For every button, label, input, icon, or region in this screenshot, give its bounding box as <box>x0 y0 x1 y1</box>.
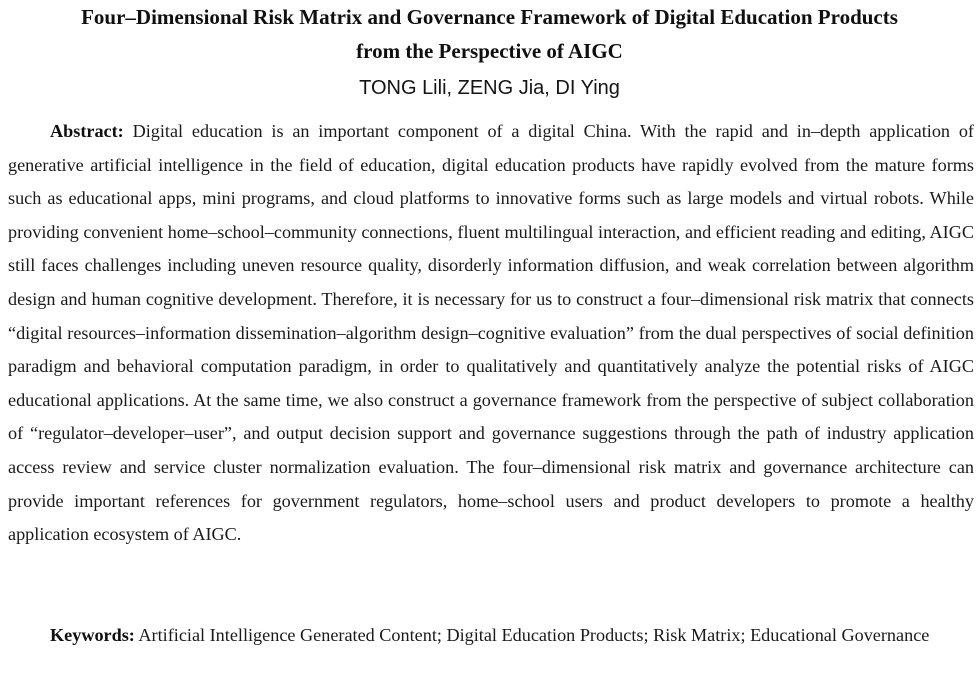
abstract-label: Abstract: <box>50 121 124 141</box>
keywords-text: Artificial Intelligence Generated Content; Digital Education Products; Risk Matrix; Educational Governance <box>138 625 930 645</box>
title-line-2: from the Perspective of AIGC <box>356 39 623 63</box>
abstract-text: Digital education is an important component of a digital China. With the rapid and in–depth application of generative artificial intelligence in the field of education, digital education products have rapidly evolved from the mature forms such as educational apps, mini programs, and cloud platforms to innovative forms such as large models and virtual robots. While providing convenient home–school–community connections, fluent multilingual interaction, and efficient reading and editing, AIGC still faces challenges including uneven resource quality, disorderly information diffusion, and weak correlation between algorithm design and human cognitive development. Therefore, it is necessary for us to construct a four–dimensional risk matrix that connects “digital resources–information dissemination–algorithm design–cognitive evaluation” from the dual perspectives of social definition paradigm and behavioral computation paradigm, in order to qualitatively and quantitatively analyze the potential risks of AIGC educational applications. At the same time, we also construct a governance framework from the perspective of subject collaboration of “regulator–developer–user”, and output decision support and governance suggestions through the path of industry application access review and service cluster normalization evaluation. The four–dimensional risk matrix and governance architecture can provide important references for government regulators, home–school users and product developers to promote a healthy application ecosystem of AIGC. <box>8 121 974 545</box>
paper-title <box>0 0 979 68</box>
abstract-paragraph <box>8 115 974 552</box>
keywords-label: Keywords: <box>50 625 135 645</box>
author-list: TONG Lili, ZENG Jia, DI Ying <box>359 77 620 99</box>
keywords-paragraph <box>8 619 974 653</box>
title-line-1: Four–Dimensional Risk Matrix and Governance Framework of Digital Education Products <box>81 5 898 29</box>
